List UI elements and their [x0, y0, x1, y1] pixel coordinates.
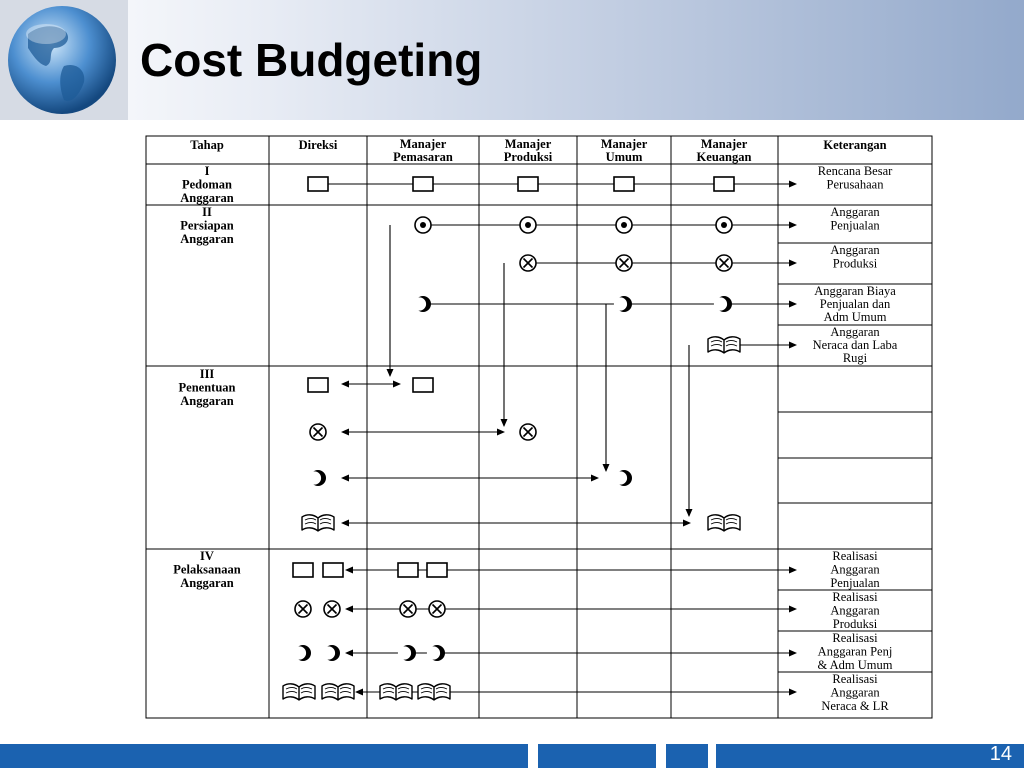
x-circle-symbol: [616, 255, 632, 271]
dot-circle-symbol: [415, 217, 431, 233]
book-symbol: [708, 515, 740, 531]
slide-title: Cost Budgeting: [140, 34, 483, 86]
note-anggaran-neraca: Anggaran Neraca dan Laba Rugi: [812, 325, 898, 365]
page-number: 14: [989, 743, 1012, 765]
x-circle-symbol: [429, 601, 445, 617]
header-manajer-keuangan: Manajer Keuangan: [696, 137, 752, 164]
half-moon-symbol: [614, 470, 632, 486]
header-manajer-produksi: Manajer Produksi: [503, 137, 553, 164]
square-symbol: [398, 563, 418, 577]
stage-1-label: I Pedoman Anggaran: [180, 164, 234, 205]
half-moon-symbol: [413, 296, 431, 312]
x-circle-symbol: [520, 255, 536, 271]
square-symbol: [614, 177, 634, 191]
header-tahap: Tahap: [190, 138, 224, 152]
square-symbol: [308, 378, 328, 392]
square-symbol: [308, 177, 328, 191]
header-direksi: Direksi: [298, 138, 338, 152]
footer-bar-3: [666, 744, 708, 768]
slide-footer: [0, 740, 1024, 768]
header-keterangan: Keterangan: [823, 138, 887, 152]
book-symbol: [302, 515, 334, 531]
header-manajer-umum: Manajer Umum: [600, 137, 648, 164]
x-circle-symbol: [295, 601, 311, 617]
header-manajer-pemasaran: Manajer Pemasaran: [393, 137, 453, 164]
footer-bar-4: [716, 744, 1024, 768]
stage-4-label: IV Pelaksanaan Anggaran: [173, 549, 241, 590]
stage-3-label: III Penentuan Anggaran: [178, 367, 236, 408]
footer-bar-1: [0, 744, 528, 768]
note-anggaran-biaya: Anggaran Biaya Penjualan dan Adm Umum: [814, 284, 896, 324]
half-moon-symbol: [398, 645, 416, 661]
half-moon-symbol: [614, 296, 632, 312]
x-circle-symbol: [520, 424, 536, 440]
square-symbol: [518, 177, 538, 191]
book-symbol: [283, 684, 315, 700]
square-symbol: [323, 563, 343, 577]
half-moon-symbol: [308, 470, 326, 486]
logo-panel: [0, 0, 128, 120]
half-moon-symbol: [427, 645, 445, 661]
stage-3-symbols: [302, 378, 740, 531]
x-circle-symbol: [310, 424, 326, 440]
table-grid: [146, 136, 932, 718]
note-anggaran-produksi: Anggaran Produksi: [830, 243, 880, 271]
x-circle-symbol: [716, 255, 732, 271]
globe-icon: [6, 4, 118, 116]
square-symbol: [293, 563, 313, 577]
note-anggaran-penjualan: Anggaran Penjualan: [830, 205, 880, 233]
square-symbol: [714, 177, 734, 191]
footer-bar-2: [538, 744, 656, 768]
half-moon-symbol: [293, 645, 311, 661]
note-realisasi-produksi: Realisasi Anggaran Produksi: [830, 590, 880, 631]
stage-2-label: II Persiapan Anggaran: [180, 205, 234, 246]
book-symbol: [708, 337, 740, 353]
dot-circle-symbol: [616, 217, 632, 233]
slide-header: [0, 0, 1024, 120]
book-symbol: [380, 684, 412, 700]
note-realisasi-neraca: Realisasi Anggaran Neraca & LR: [821, 672, 889, 713]
square-symbol: [427, 563, 447, 577]
x-circle-symbol: [324, 601, 340, 617]
note-realisasi-biaya: Realisasi Anggaran Penj & Adm Umum: [817, 631, 893, 672]
dot-circle-symbol: [520, 217, 536, 233]
square-symbol: [413, 177, 433, 191]
dot-circle-symbol: [716, 217, 732, 233]
book-symbol: [418, 684, 450, 700]
book-symbol: [322, 684, 354, 700]
x-circle-symbol: [400, 601, 416, 617]
budget-flow-diagram: [145, 135, 933, 719]
note-rencana-besar: Rencana Besar Perusahaan: [817, 164, 893, 192]
stage-2-symbols: [413, 217, 740, 353]
half-moon-symbol: [714, 296, 732, 312]
note-realisasi-penjualan: Realisasi Anggaran Penjualan: [830, 549, 880, 590]
half-moon-symbol: [322, 645, 340, 661]
square-symbol: [413, 378, 433, 392]
